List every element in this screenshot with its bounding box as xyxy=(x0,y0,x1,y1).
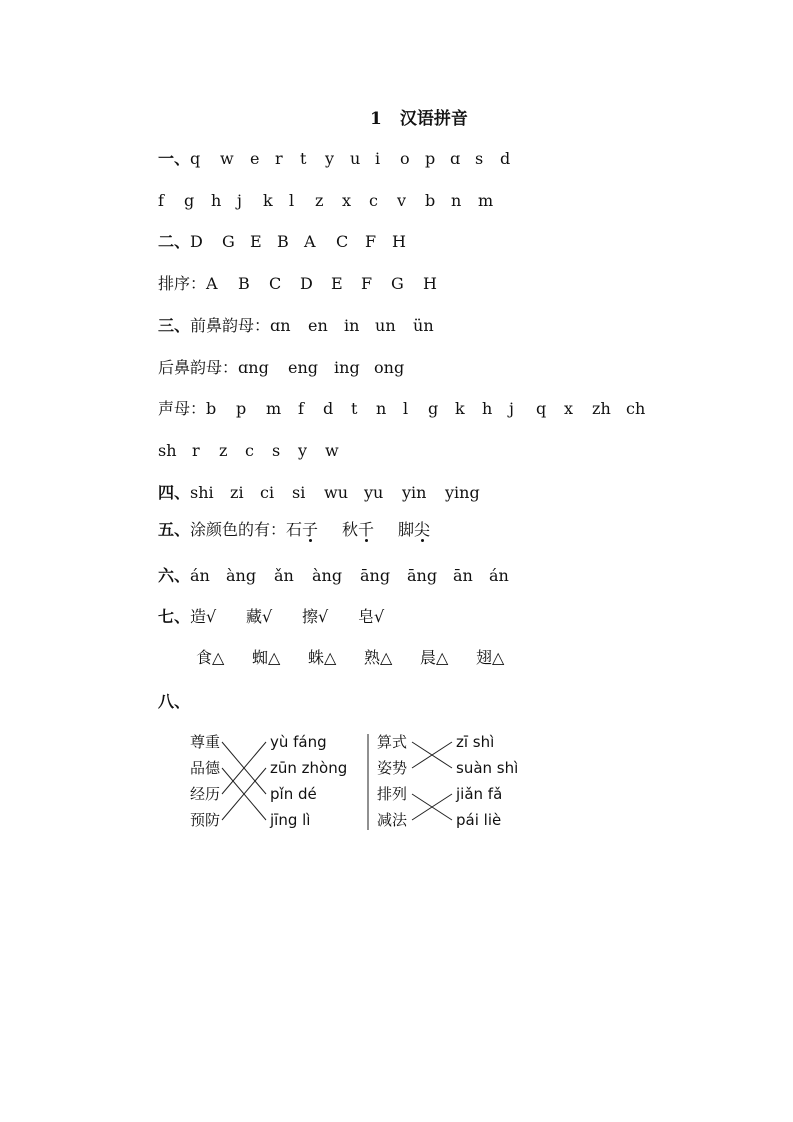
final: ɑng xyxy=(238,358,269,377)
front-nasal-items xyxy=(270,314,437,338)
section-1-row-2 xyxy=(158,189,498,213)
letter: n xyxy=(451,191,462,210)
section-7-lead: 七、 xyxy=(158,607,191,626)
match-left-pinyin: jīng lì xyxy=(270,811,311,829)
letter: E xyxy=(331,274,343,293)
dotted-char: 子 xyxy=(302,520,319,539)
match-right-word: 算式 xyxy=(377,733,408,751)
section-7b-items xyxy=(196,646,516,670)
title-text: 汉语拼音 xyxy=(399,109,468,129)
letter: v xyxy=(397,191,407,210)
letter: j xyxy=(237,191,242,210)
letter: E xyxy=(250,232,262,251)
match-right-pinyin: suàn shì xyxy=(456,759,519,777)
initials-row-1 xyxy=(158,397,648,421)
initial: r xyxy=(192,441,200,460)
initial: j xyxy=(509,399,514,418)
letter: x xyxy=(342,191,352,210)
section-8-row xyxy=(158,690,190,714)
section-6-lead: 六、 xyxy=(158,566,191,585)
initial: q xyxy=(536,399,547,418)
initial: n xyxy=(376,399,387,418)
letter: d xyxy=(500,149,511,168)
back-nasal-label: 后鼻韵母： xyxy=(158,358,239,377)
section-8-lead: 八、 xyxy=(158,692,191,711)
letter: b xyxy=(425,191,436,210)
initial: x xyxy=(564,399,574,418)
final: eng xyxy=(288,358,319,377)
word-char: 脚 xyxy=(398,520,415,539)
letter: H xyxy=(423,274,437,293)
syllable: shi xyxy=(190,483,214,502)
initials-items xyxy=(206,397,648,421)
char-mark: 造√ xyxy=(190,607,217,626)
initial: y xyxy=(298,441,308,460)
initial: h xyxy=(482,399,493,418)
letter: s xyxy=(475,149,484,168)
initial: m xyxy=(266,399,282,418)
dotted-char: 尖 xyxy=(414,520,431,539)
syllable: àng xyxy=(312,566,343,585)
char-mark: 食△ xyxy=(196,648,225,667)
letter: p xyxy=(425,149,436,168)
syllable: āng xyxy=(407,566,438,585)
dotted-char: 千 xyxy=(358,520,375,539)
letter: C xyxy=(269,274,282,293)
section-1b-items xyxy=(158,189,498,213)
matching-exercise xyxy=(190,730,540,834)
syllable: ci xyxy=(260,483,275,502)
letter: y xyxy=(325,149,335,168)
final: in xyxy=(344,316,360,335)
syllable: án xyxy=(190,566,210,585)
initial: z xyxy=(219,441,228,460)
char-mark: 蛛△ xyxy=(308,648,337,667)
initials-items-2 xyxy=(158,439,345,463)
section-2-lead: 二、 xyxy=(158,232,191,251)
initial: g xyxy=(428,399,439,418)
title-number: 1 xyxy=(370,109,382,129)
syllable: zi xyxy=(230,483,244,502)
letter: H xyxy=(392,232,406,251)
letter: i xyxy=(375,149,381,168)
letter: C xyxy=(336,232,349,251)
letter: e xyxy=(250,149,260,168)
word-char: 秋 xyxy=(342,520,359,539)
letter: h xyxy=(211,191,222,210)
section-3-row xyxy=(158,314,437,338)
colored-label: 涂颜色的有： xyxy=(190,520,287,539)
letter: F xyxy=(361,274,373,293)
final: un xyxy=(375,316,396,335)
initial: d xyxy=(323,399,334,418)
letter: f xyxy=(158,191,164,210)
match-left-pinyin: zūn zhòng xyxy=(270,759,348,777)
back-nasal-row xyxy=(158,356,408,380)
letter: o xyxy=(400,149,410,168)
initial: c xyxy=(245,441,254,460)
section-4-row xyxy=(158,481,485,505)
initial: t xyxy=(351,399,358,418)
char-mark: 藏√ xyxy=(246,607,273,626)
letter: g xyxy=(184,191,195,210)
section-1-lead: 一、 xyxy=(158,149,191,168)
initial: k xyxy=(455,399,465,418)
char-mark: 晨△ xyxy=(420,648,449,667)
sort-lead: 排序： xyxy=(158,274,207,293)
letter: k xyxy=(263,191,273,210)
front-nasal-label: 前鼻韵母： xyxy=(190,316,271,335)
syllable: ǎn xyxy=(274,566,294,585)
initial: w xyxy=(325,441,339,460)
syllable: āng xyxy=(360,566,391,585)
letter: A xyxy=(304,232,316,251)
section-3-lead: 三、 xyxy=(158,316,191,335)
section-4-items xyxy=(190,481,485,505)
letter: z xyxy=(315,191,324,210)
matching-lines xyxy=(190,730,540,834)
word-char: 石 xyxy=(286,520,303,539)
initial: p xyxy=(236,399,247,418)
initial: ch xyxy=(626,399,646,418)
colored-word xyxy=(286,518,342,542)
letter: B xyxy=(238,274,250,293)
letter: w xyxy=(220,149,234,168)
match-right-word: 减法 xyxy=(377,811,408,829)
match-left-pinyin: pǐn dé xyxy=(270,785,317,803)
letter: G xyxy=(222,232,235,251)
char-mark: 翅△ xyxy=(476,648,505,667)
section-6-items xyxy=(190,564,513,588)
match-right-word: 排列 xyxy=(377,785,408,803)
syllable: yin xyxy=(402,483,427,502)
syllable: yu xyxy=(364,483,384,502)
page-title xyxy=(370,104,468,129)
initials-row-2 xyxy=(158,439,345,463)
match-left-word: 尊重 xyxy=(190,733,221,751)
section-1-row-1 xyxy=(158,147,520,171)
letter: G xyxy=(391,274,404,293)
letter: F xyxy=(365,232,377,251)
sort-row xyxy=(158,272,443,296)
match-right-pinyin: zī shì xyxy=(456,733,495,751)
section-2-row xyxy=(158,230,412,254)
section-2-items xyxy=(190,230,412,254)
final: en xyxy=(308,316,328,335)
letter: D xyxy=(190,232,203,251)
letter: m xyxy=(478,191,494,210)
colored-words xyxy=(286,518,438,542)
sort-items xyxy=(206,272,443,296)
section-5-lead: 五、 xyxy=(158,520,191,539)
letter: c xyxy=(369,191,378,210)
initial: s xyxy=(272,441,281,460)
final: ing xyxy=(334,358,360,377)
syllable: wu xyxy=(324,483,349,502)
initials-label: 声母： xyxy=(158,399,207,418)
char-mark: 皂√ xyxy=(358,607,385,626)
match-right-pinyin: jiǎn fǎ xyxy=(456,785,503,803)
initial: zh xyxy=(592,399,611,418)
char-mark: 擦√ xyxy=(302,607,329,626)
colored-word xyxy=(342,518,398,542)
syllable: ying xyxy=(445,483,480,502)
match-right-pinyin: pái liè xyxy=(456,811,502,829)
letter: q xyxy=(190,149,201,168)
initial: sh xyxy=(158,441,177,460)
final: ün xyxy=(413,316,434,335)
syllable: àng xyxy=(226,566,257,585)
section-7-row-2 xyxy=(196,646,516,670)
match-left-word: 品德 xyxy=(190,759,221,777)
section-7-row-1 xyxy=(158,605,398,629)
match-left-pinyin: yù fáng xyxy=(270,733,327,751)
section-6-row xyxy=(158,564,513,588)
initial: l xyxy=(403,399,409,418)
section-1-items xyxy=(190,147,520,171)
letter: D xyxy=(300,274,313,293)
section-7-items xyxy=(190,605,398,629)
letter: t xyxy=(300,149,307,168)
letter: l xyxy=(289,191,295,210)
letter: ɑ xyxy=(450,149,461,168)
syllable: án xyxy=(489,566,509,585)
initial: f xyxy=(298,399,304,418)
letter: r xyxy=(275,149,283,168)
syllable: si xyxy=(292,483,306,502)
syllable: ān xyxy=(453,566,473,585)
letter: B xyxy=(277,232,289,251)
char-mark: 蜘△ xyxy=(252,648,281,667)
match-left-word: 预防 xyxy=(190,811,221,829)
section-4-lead: 四、 xyxy=(158,483,191,502)
final: ɑn xyxy=(270,316,291,335)
section-5-row xyxy=(158,518,438,542)
letter: u xyxy=(350,149,361,168)
final: ong xyxy=(374,358,405,377)
back-nasal-items xyxy=(238,356,408,380)
match-right-word: 姿势 xyxy=(377,759,408,777)
letter: A xyxy=(206,274,218,293)
initial: b xyxy=(206,399,217,418)
char-mark: 熟△ xyxy=(364,648,393,667)
colored-word xyxy=(398,518,438,542)
match-left-word: 经历 xyxy=(190,785,221,803)
